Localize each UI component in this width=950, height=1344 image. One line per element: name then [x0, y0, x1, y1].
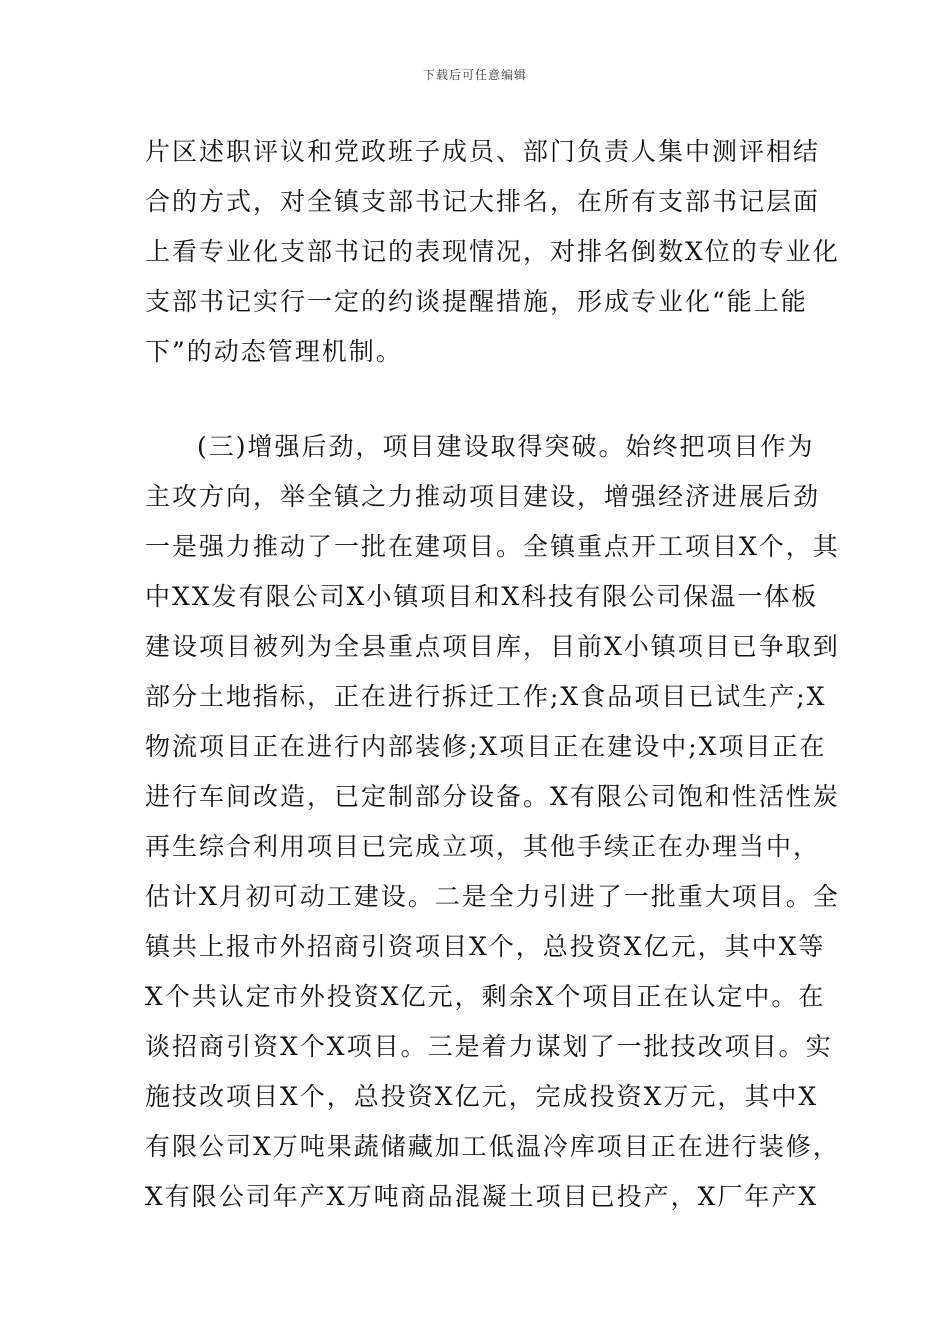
text-line: 施技改项目X个，总投资X亿元，完成投资X万元，其中X [145, 1082, 819, 1111]
paragraph-2 [145, 422, 840, 1222]
text-line: X有限公司年产X万吨商品混凝土项目已投产，X厂年产X [145, 1182, 819, 1211]
text-line: 上看专业化支部书记的表现情况，对排名倒数X位的专业化 [145, 237, 840, 266]
text-line: 下”的动态管理机制。 [145, 337, 403, 366]
text-line: 进行车间改造，已定制部分设备。X有限公司饱和性活性炭 [145, 782, 840, 811]
paragraph-1 [145, 127, 840, 377]
text-line: 部分土地指标，正在进行拆迁工作;X食品项目已试生产;X [145, 682, 827, 711]
page-header: 下载后可任意编辑 [422, 68, 527, 82]
text-line: 再生综合利用项目已完成立项，其他手续正在办理当中， [145, 832, 821, 861]
text-line: 镇共上报市外招商引资项目X个，总投资X亿元，其中X等 [145, 932, 826, 961]
text-line: 建设项目被列为全县重点项目库，目前X小镇项目已争取到 [145, 632, 840, 661]
text-line: 合的方式，对全镇支部书记大排名，在所有支部书记层面 [145, 187, 821, 216]
text-line: 中XX发有限公司X小镇项目和X科技有限公司保温一体板 [145, 582, 819, 611]
text-line: 有限公司X万吨果蔬储藏加工低温冷库项目正在进行装修， [145, 1132, 840, 1161]
text-line: 支部书记实行一定的约谈提醒措施，形成专业化“能上能 [145, 287, 808, 316]
text-line: 谈招商引资X个X项目。三是着力谋划了一批技改项目。实 [145, 1032, 833, 1061]
text-line: 片区述职评议和党政班子成员、部门负责人集中测评相结 [145, 137, 821, 166]
text-line: 物流项目正在进行内部装修;X项目正在建设中;X项目正在 [145, 732, 827, 761]
text-line: X个共认定市外投资X亿元，剩余X个项目正在认定中。在 [145, 982, 826, 1011]
text-line: 估计X月初可动工建设。二是全力引进了一批重大项目。全 [145, 882, 840, 911]
text-line: 主攻方向，举全镇之力推动项目建设，增强经济进展后劲 [145, 482, 821, 511]
section-heading-line: (三)增强后劲，项目建设取得突破。始终把项目作为 [197, 432, 815, 461]
text-line: 一是强力推动了一批在建项目。全镇重点开工项目X个，其 [145, 532, 840, 561]
